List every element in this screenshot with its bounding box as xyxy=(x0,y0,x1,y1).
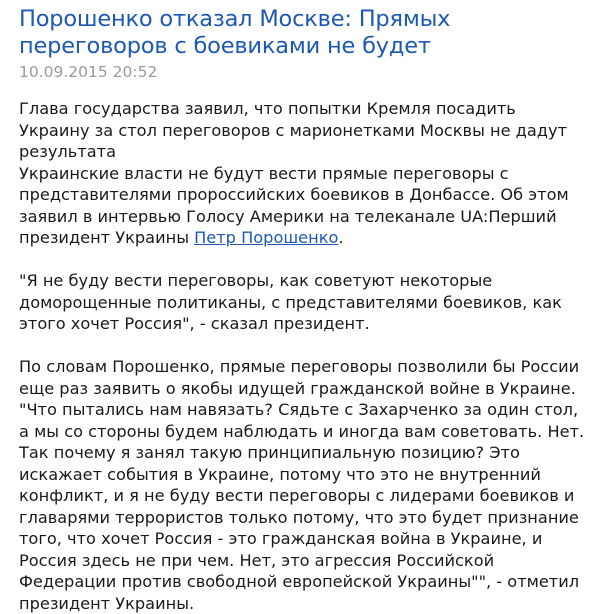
article-quote: "Я не буду вести переговоры, как советуют некоторые доморощенные политиканы, с представителями боевиков, как этого хочет Россия", - сказал президент. xyxy=(19,271,562,333)
person-link[interactable]: Петр Порошенко xyxy=(194,228,339,247)
article-lead: Глава государства заявил, что попытки Кремля посадить Украину за стол переговоров с марионетками Москвы не дадут результата xyxy=(19,99,567,161)
article-paragraph-1 xyxy=(19,163,590,249)
publish-date: 10.09.2015 20:52 xyxy=(19,63,158,81)
paragraph-1-end: . xyxy=(338,228,344,247)
paragraph-spacer xyxy=(19,335,590,357)
article-body xyxy=(19,98,590,614)
article-headline[interactable]: Порошенко отказал Москве: Прямых переговоров с боевиками не будет xyxy=(19,6,451,59)
paragraph-spacer xyxy=(19,249,590,271)
article-paragraph-3: По словам Порошенко, прямые переговоры позволили бы России еще раз заявить о якобы идущей гражданской войне в Украине. "Что пытались нам навязать? Сядьте с Захарченко за один стол, а мы со стороны будем наблюдать и иногда вам советовать. Нет. Так почему я занял такую принципиальную позицию? Это искажает события в Украине, потому что это не внутренний конфликт, и я не буду вести переговоры с лидерами боевиков и главарями террористов только потому, что это будет признание того, что хочет Россия - это гражданская война в Украине, и Россия здесь не при чем. Нет, это агрессия Российской Федерации против свободной европейской Украины"", - отметил президент Украины. xyxy=(19,357,585,613)
paragraph-1-text: Украинские власти не будут вести прямые переговоры с представителями пророссийских боевиков в Донбассе. Об этом заявил в интервью Голосу Америки на телеканале UA:Перший президент Украины xyxy=(19,163,569,247)
